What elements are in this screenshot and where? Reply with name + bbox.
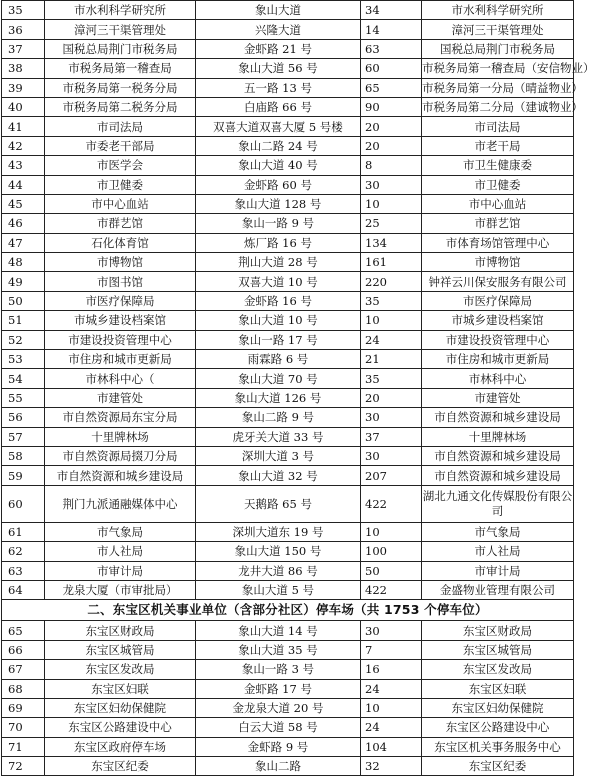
table-row [2, 194, 574, 213]
section-title: 二、东宝区机关事业单位（含部分社区）停车场（共 1753 个停车位） [2, 600, 574, 621]
manager: 市城乡建设档案馆 [422, 311, 574, 330]
table-row [2, 542, 574, 561]
section-header-row [2, 600, 574, 621]
manager: 市医疗保障局 [422, 291, 574, 310]
row-number: 50 [2, 291, 45, 310]
space-count: 50 [361, 561, 422, 580]
row-number: 43 [2, 156, 45, 175]
space-count: 30 [361, 408, 422, 427]
address: 双喜大道 10 号 [196, 272, 361, 291]
row-number: 41 [2, 117, 45, 136]
space-count: 20 [361, 136, 422, 155]
row-number: 45 [2, 194, 45, 213]
table-row [2, 522, 574, 541]
row-number: 55 [2, 388, 45, 407]
unit-name: 市水利科学研究所 [45, 1, 196, 20]
parking-table [1, 0, 595, 776]
row-number: 53 [2, 350, 45, 369]
row-number: 69 [2, 698, 45, 717]
row-number: 58 [2, 446, 45, 465]
address: 象山大道 150 号 [196, 542, 361, 561]
space-count: 60 [361, 59, 422, 78]
address: 雨霖路 6 号 [196, 350, 361, 369]
space-count: 16 [361, 660, 422, 679]
address: 象山大道 35 号 [196, 640, 361, 659]
table-row [2, 679, 574, 698]
unit-name: 龙泉大厦（市审批局） [45, 580, 196, 599]
manager: 十里牌林场 [422, 427, 574, 446]
space-count: 422 [361, 485, 422, 522]
address: 象山二路 [196, 757, 361, 776]
space-count: 37 [361, 427, 422, 446]
manager: 东宝区妇联 [422, 679, 574, 698]
unit-name: 东宝区公路建设中心 [45, 718, 196, 737]
manager: 市卫生健康委 [422, 156, 574, 175]
table-row [2, 78, 574, 97]
unit-name: 市自然资源局东宝分局 [45, 408, 196, 427]
address: 象山大道 128 号 [196, 194, 361, 213]
table-row [2, 20, 574, 39]
row-number: 64 [2, 580, 45, 599]
table-row [2, 272, 574, 291]
row-number: 72 [2, 757, 45, 776]
manager: 国税总局荆门市税务局 [422, 39, 574, 58]
table-row [2, 640, 574, 659]
table-row [2, 737, 574, 756]
table-row [2, 580, 574, 599]
unit-name: 市建设投资管理中心 [45, 330, 196, 349]
space-count: 20 [361, 117, 422, 136]
manager: 市群艺馆 [422, 214, 574, 233]
table-row [2, 233, 574, 252]
address: 深圳大道东 19 号 [196, 522, 361, 541]
row-number: 42 [2, 136, 45, 155]
table-row [2, 330, 574, 349]
row-number: 59 [2, 466, 45, 485]
address: 深圳大道 3 号 [196, 446, 361, 465]
unit-name: 市税务局第一稽查局 [45, 59, 196, 78]
unit-name: 国税总局荆门市税务局 [45, 39, 196, 58]
manager: 市自然资源和城乡建设局 [422, 408, 574, 427]
table-row [2, 39, 574, 58]
unit-name: 东宝区城管局 [45, 640, 196, 659]
manager: 东宝区妇幼保健院 [422, 698, 574, 717]
space-count: 10 [361, 311, 422, 330]
unit-name: 市人社局 [45, 542, 196, 561]
address: 金虾路 60 号 [196, 175, 361, 194]
row-number: 39 [2, 78, 45, 97]
manager: 市司法局 [422, 117, 574, 136]
address: 白庙路 66 号 [196, 97, 361, 116]
unit-name: 市建管处 [45, 388, 196, 407]
space-count: 207 [361, 466, 422, 485]
address: 象山大道 [196, 1, 361, 20]
row-number: 62 [2, 542, 45, 561]
table-row [2, 660, 574, 679]
table-row [2, 117, 574, 136]
table-row [2, 369, 574, 388]
address: 双喜大道双喜大厦 5 号楼 [196, 117, 361, 136]
unit-name: 市中心血站 [45, 194, 196, 213]
unit-name: 市气象局 [45, 522, 196, 541]
unit-name: 荆门九派通融媒体中心 [45, 485, 196, 522]
space-count: 134 [361, 233, 422, 252]
address: 象山一路 3 号 [196, 660, 361, 679]
unit-name: 市林科中心（ [45, 369, 196, 388]
space-count: 30 [361, 621, 422, 640]
row-number: 49 [2, 272, 45, 291]
manager: 市审计局 [422, 561, 574, 580]
address: 天鹅路 65 号 [196, 485, 361, 522]
address: 炼厂路 16 号 [196, 233, 361, 252]
address: 龙井大道 86 号 [196, 561, 361, 580]
manager: 金盛物业管理有限公司 [422, 580, 574, 599]
table-row [2, 311, 574, 330]
table-row [2, 59, 574, 78]
manager: 市林科中心 [422, 369, 574, 388]
table-row [2, 621, 574, 640]
address: 金虾路 21 号 [196, 39, 361, 58]
table-row [2, 291, 574, 310]
manager: 市中心血站 [422, 194, 574, 213]
unit-name: 市税务局第二税务分局 [45, 97, 196, 116]
table-row [2, 485, 574, 522]
address: 象山大道 10 号 [196, 311, 361, 330]
manager: 市自然资源和城乡建设局 [422, 446, 574, 465]
space-count: 30 [361, 175, 422, 194]
table-row [2, 466, 574, 485]
unit-name: 市司法局 [45, 117, 196, 136]
unit-name: 市税务局第一税务分局 [45, 78, 196, 97]
table-row [2, 97, 574, 116]
manager: 市建设投资管理中心 [422, 330, 574, 349]
space-count: 90 [361, 97, 422, 116]
row-number: 40 [2, 97, 45, 116]
table-row [2, 253, 574, 272]
address: 金虾路 16 号 [196, 291, 361, 310]
unit-name: 十里牌林场 [45, 427, 196, 446]
unit-name: 市城乡建设档案馆 [45, 311, 196, 330]
row-number: 66 [2, 640, 45, 659]
row-number: 54 [2, 369, 45, 388]
address: 荆山大道 28 号 [196, 253, 361, 272]
manager: 市老干局 [422, 136, 574, 155]
table-row [2, 136, 574, 155]
row-number: 65 [2, 621, 45, 640]
unit-name: 市群艺馆 [45, 214, 196, 233]
row-number: 60 [2, 485, 45, 522]
row-number: 38 [2, 59, 45, 78]
space-count: 24 [361, 330, 422, 349]
row-number: 37 [2, 39, 45, 58]
table-row [2, 408, 574, 427]
manager: 市税务局第二分局（建诚物业） [422, 97, 574, 116]
table-row [2, 698, 574, 717]
manager: 市卫健委 [422, 175, 574, 194]
unit-name: 市博物馆 [45, 253, 196, 272]
row-number: 52 [2, 330, 45, 349]
address: 兴隆大道 [196, 20, 361, 39]
row-number: 46 [2, 214, 45, 233]
manager: 市人社局 [422, 542, 574, 561]
address: 象山二路 24 号 [196, 136, 361, 155]
unit-name: 石化体育馆 [45, 233, 196, 252]
row-number: 44 [2, 175, 45, 194]
space-count: 161 [361, 253, 422, 272]
address: 象山二路 9 号 [196, 408, 361, 427]
space-count: 35 [361, 369, 422, 388]
address: 象山大道 32 号 [196, 466, 361, 485]
row-number: 61 [2, 522, 45, 541]
space-count: 10 [361, 194, 422, 213]
address: 金虾路 17 号 [196, 679, 361, 698]
space-count: 14 [361, 20, 422, 39]
space-count: 24 [361, 679, 422, 698]
row-number: 35 [2, 1, 45, 20]
table-row [2, 388, 574, 407]
unit-name: 东宝区财政局 [45, 621, 196, 640]
address: 金虾路 9 号 [196, 737, 361, 756]
manager: 市水利科学研究所 [422, 1, 574, 20]
manager: 市气象局 [422, 522, 574, 541]
space-count: 30 [361, 446, 422, 465]
space-count: 21 [361, 350, 422, 369]
unit-name: 东宝区纪委 [45, 757, 196, 776]
unit-name: 东宝区发改局 [45, 660, 196, 679]
manager: 东宝区财政局 [422, 621, 574, 640]
unit-name: 市审计局 [45, 561, 196, 580]
manager: 市体育场馆管理中心 [422, 233, 574, 252]
manager: 钟祥云川保安服务有限公司 [422, 272, 574, 291]
space-count: 25 [361, 214, 422, 233]
address: 象山大道 14 号 [196, 621, 361, 640]
row-number: 47 [2, 233, 45, 252]
space-count: 10 [361, 698, 422, 717]
space-count: 34 [361, 1, 422, 20]
address: 象山一路 9 号 [196, 214, 361, 233]
manager: 东宝区城管局 [422, 640, 574, 659]
address: 象山大道 56 号 [196, 59, 361, 78]
row-number: 51 [2, 311, 45, 330]
address: 象山大道 70 号 [196, 369, 361, 388]
address: 金龙泉大道 20 号 [196, 698, 361, 717]
manager: 市税务局第一分局（晴益物业） [422, 78, 574, 97]
manager: 市税务局第一稽查局（安信物业） [422, 59, 574, 78]
space-count: 104 [361, 737, 422, 756]
unit-name: 市医学会 [45, 156, 196, 175]
manager: 市建管处 [422, 388, 574, 407]
manager: 东宝区发改局 [422, 660, 574, 679]
space-count: 100 [361, 542, 422, 561]
row-number: 71 [2, 737, 45, 756]
manager: 东宝区公路建设中心 [422, 718, 574, 737]
table-row [2, 214, 574, 233]
unit-name: 市委老干部局 [45, 136, 196, 155]
manager: 市住房和城市更新局 [422, 350, 574, 369]
unit-name: 市住房和城市更新局 [45, 350, 196, 369]
table-row [2, 427, 574, 446]
space-count: 65 [361, 78, 422, 97]
space-count: 35 [361, 291, 422, 310]
address: 虎牙关大道 33 号 [196, 427, 361, 446]
manager: 市博物馆 [422, 253, 574, 272]
table-row [2, 446, 574, 465]
unit-name: 市医疗保障局 [45, 291, 196, 310]
address: 白云大道 58 号 [196, 718, 361, 737]
row-number: 57 [2, 427, 45, 446]
table-row [2, 1, 574, 20]
manager: 漳河三干渠管理处 [422, 20, 574, 39]
row-number: 68 [2, 679, 45, 698]
unit-name: 东宝区妇幼保健院 [45, 698, 196, 717]
unit-name: 市自然资源和城乡建设局 [45, 466, 196, 485]
manager: 市自然资源和城乡建设局 [422, 466, 574, 485]
space-count: 8 [361, 156, 422, 175]
manager: 湖北九通文化传媒股份有限公司 [422, 485, 574, 522]
address: 象山一路 17 号 [196, 330, 361, 349]
space-count: 7 [361, 640, 422, 659]
unit-name: 市卫健委 [45, 175, 196, 194]
table-row [2, 718, 574, 737]
table-row [2, 156, 574, 175]
address: 象山大道 5 号 [196, 580, 361, 599]
space-count: 32 [361, 757, 422, 776]
space-count: 63 [361, 39, 422, 58]
table-row [2, 175, 574, 194]
row-number: 70 [2, 718, 45, 737]
space-count: 20 [361, 388, 422, 407]
space-count: 220 [361, 272, 422, 291]
row-number: 56 [2, 408, 45, 427]
row-number: 67 [2, 660, 45, 679]
unit-name: 东宝区妇联 [45, 679, 196, 698]
table-row [2, 757, 574, 776]
row-number: 63 [2, 561, 45, 580]
unit-name: 漳河三干渠管理处 [45, 20, 196, 39]
row-number: 48 [2, 253, 45, 272]
address: 五一路 13 号 [196, 78, 361, 97]
table-row [2, 350, 574, 369]
table-row [2, 561, 574, 580]
address: 象山大道 126 号 [196, 388, 361, 407]
unit-name: 市自然资源局掇刀分局 [45, 446, 196, 465]
manager: 东宝区纪委 [422, 757, 574, 776]
manager: 东宝区机关事务服务中心 [422, 737, 574, 756]
space-count: 24 [361, 718, 422, 737]
row-number: 36 [2, 20, 45, 39]
space-count: 10 [361, 522, 422, 541]
unit-name: 东宝区政府停车场 [45, 737, 196, 756]
space-count: 422 [361, 580, 422, 599]
unit-name: 市图书馆 [45, 272, 196, 291]
address: 象山大道 40 号 [196, 156, 361, 175]
